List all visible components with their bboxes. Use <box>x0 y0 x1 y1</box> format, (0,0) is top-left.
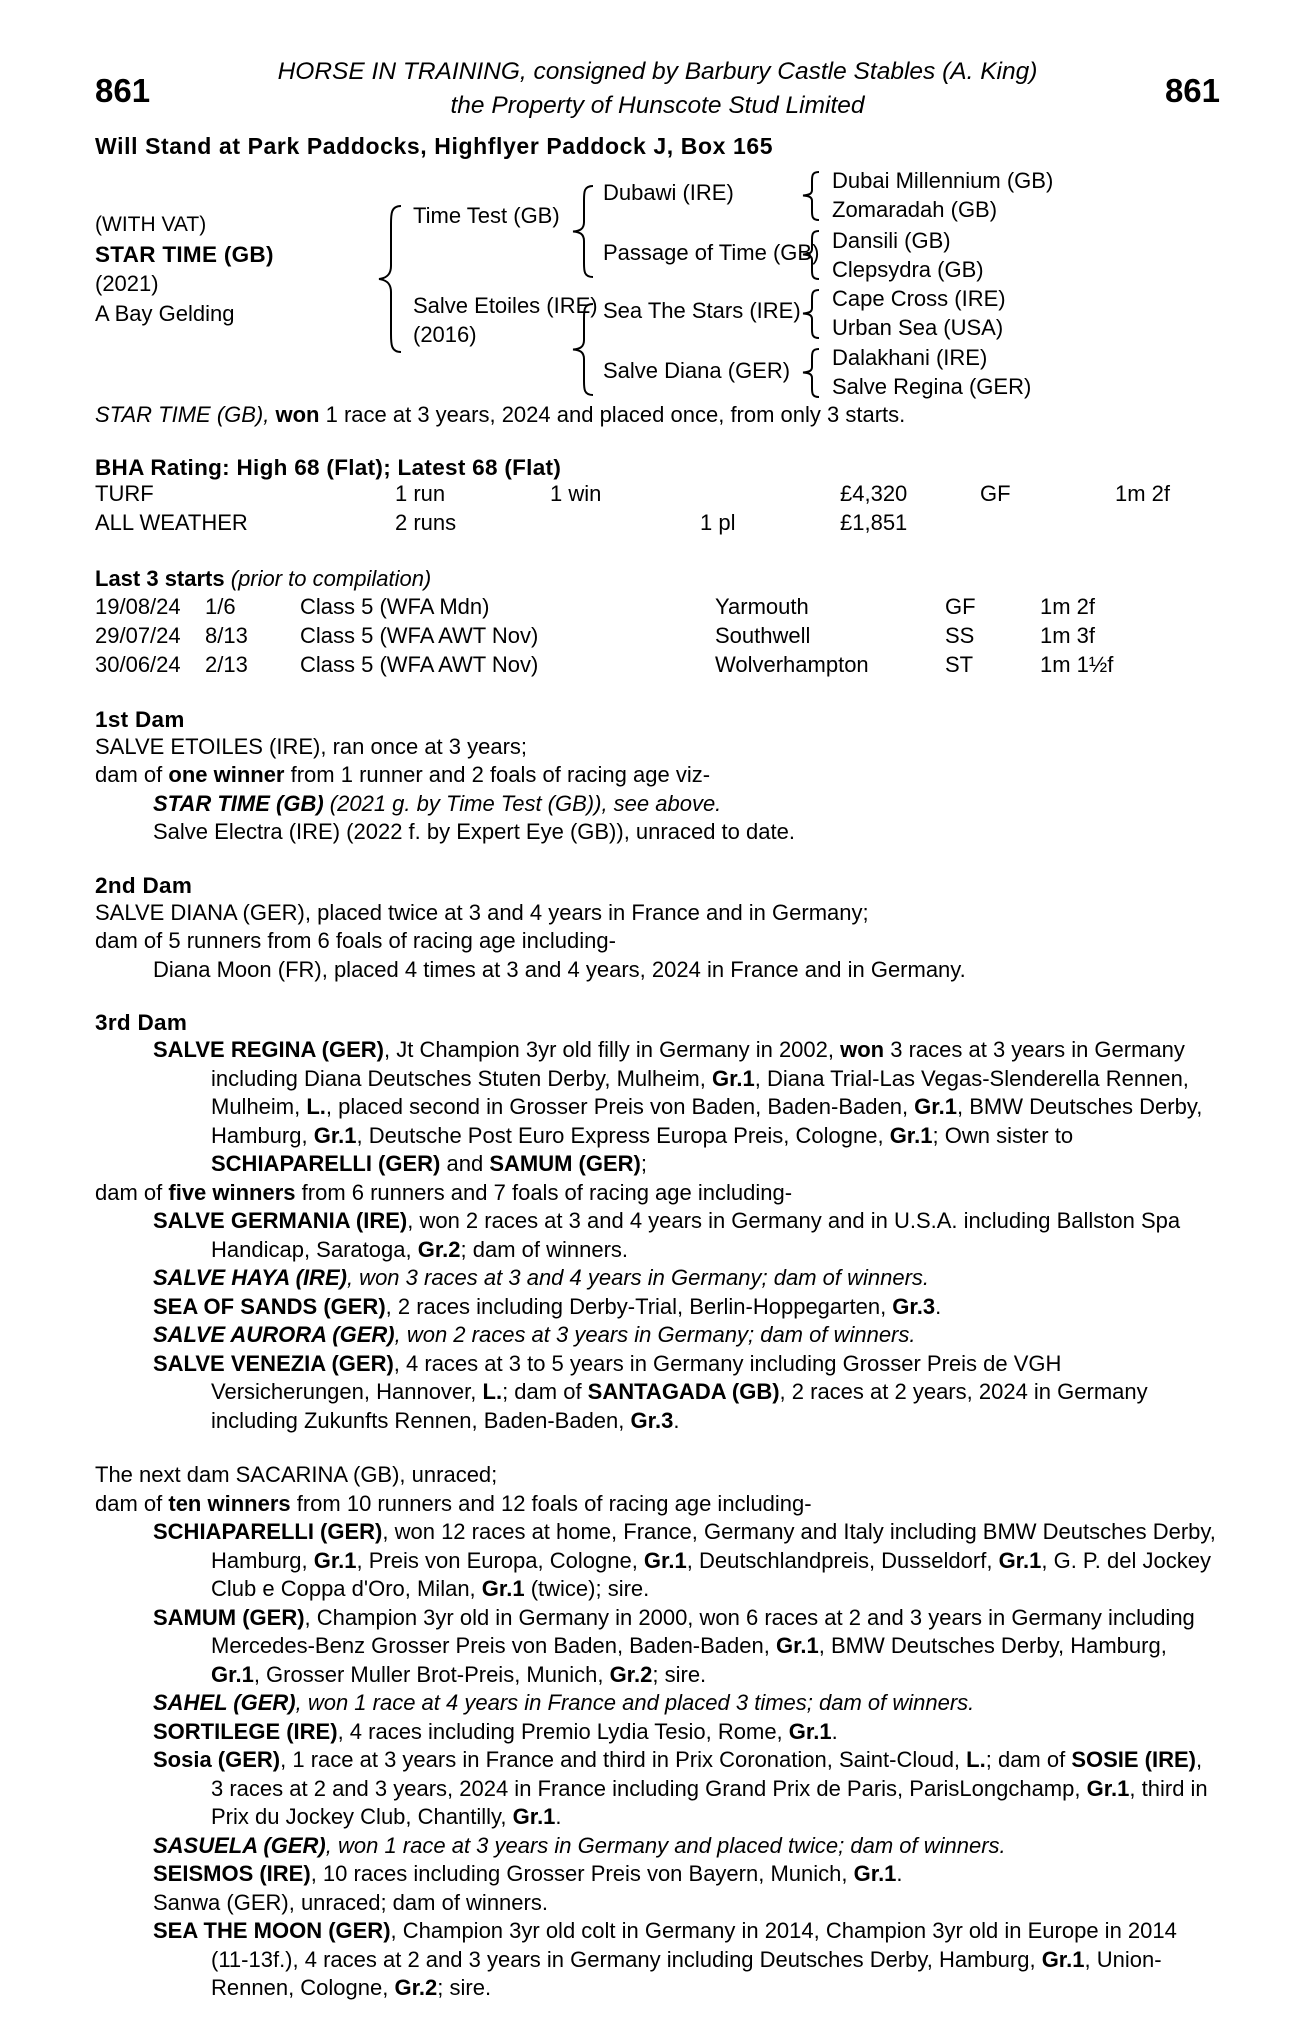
progeny-entry <box>95 1321 1220 1350</box>
next-dam-entry <box>95 1518 1220 1604</box>
bha-rating-heading: BHA Rating: High 68 (Flat); Latest 68 (Flat) <box>95 455 562 480</box>
start-race: Class 5 (WFA Mdn) <box>300 593 490 619</box>
table-row <box>95 652 1113 681</box>
progeny-text: , won 2 races at 3 years in Germany; dam of winners. <box>394 1322 916 1347</box>
rating-places: 1 pl <box>700 510 736 535</box>
subject-name-block <box>95 210 274 328</box>
third-dam-text4: , placed second in Grosser Preis von Baden, Baden-Baden, <box>325 1094 915 1119</box>
race-summary <box>95 401 1220 429</box>
last-starts-title: Last 3 starts <box>95 566 225 591</box>
third-dam-text3: , Diana Trial-Las Vegas-Slenderella Rennen, Mulheim, <box>211 1065 1189 1119</box>
rating-going <box>980 510 1115 539</box>
start-distance: 1m 2f <box>1040 593 1096 619</box>
next-dam-entry <box>95 1689 1220 1718</box>
pedigree-brace-main <box>377 204 403 354</box>
rating-distance: 1m 2f <box>1115 481 1171 506</box>
g3-entry: Zomaradah (GB) <box>832 197 998 222</box>
stand-location-line: Will Stand at Park Paddocks, Highflyer Paddock J, Box 165 <box>95 133 774 159</box>
g3-entry: Dalakhani (IRE) <box>832 345 988 370</box>
second-dam-line2: dam of 5 runners from 6 foals of racing age including- <box>95 928 616 953</box>
grade-label: Gr.1 <box>914 1094 957 1119</box>
grade-label: Gr.1 <box>1041 1946 1085 1972</box>
dam-name <box>413 291 598 349</box>
first-dam-line4: Salve Electra (IRE) (2022 f. by Expert Eye (GB)), unraced to date. <box>153 819 795 844</box>
grade-label: Gr.1 <box>481 1576 525 1601</box>
grade-label: Gr.1 <box>211 1661 254 1687</box>
next-dam-entry <box>95 1860 1220 1889</box>
third-dam-main <box>95 1036 1220 1179</box>
rating-stats-table <box>95 481 1170 539</box>
pedigree-brace-g3-1 <box>801 170 821 222</box>
with-vat-label: (WITH VAT) <box>95 213 207 236</box>
third-dam-text7: ; Own sister to <box>932 1122 1074 1148</box>
damof-pre: dam of <box>95 1179 169 1205</box>
grade-label: Gr.1 <box>853 1861 897 1886</box>
grade-label: Gr.1 <box>775 1633 819 1658</box>
next-dam-entry-text: , Preis von Europa, Cologne, <box>356 1547 644 1573</box>
next-dam-entry-name: SAMUM (GER) <box>153 1604 305 1630</box>
next-dam-entry-name: SAHEL (GER) <box>153 1690 296 1715</box>
third-dam-section <box>95 1010 1220 1435</box>
first-dam-damof-pre: dam of <box>95 762 169 787</box>
start-date: 19/08/24 <box>95 593 181 619</box>
second-dam-section <box>95 873 1220 985</box>
last-starts-note: (prior to compilation) <box>224 566 432 591</box>
progeny-tail: . <box>935 1293 942 1319</box>
next-dam-entry-name: Sosia (GER) <box>153 1747 281 1772</box>
start-position: 1/6 <box>205 593 236 619</box>
table-row <box>95 594 1113 623</box>
next-dam-entry-text: , won 1 race at 4 years in France and placed 3 times; dam of winners. <box>295 1690 975 1715</box>
subject-description: A Bay Gelding <box>95 300 235 326</box>
next-dam-entry-text: , 10 races including Grosser Preis von Bayern, Munich, <box>310 1861 854 1886</box>
next-dam-entry-text: . <box>555 1804 562 1829</box>
next-dam-entry-name: SCHIAPARELLI (GER) <box>153 1519 383 1544</box>
next-dam-entry-text: , BMW Deutsches Derby, Hamburg, <box>818 1633 1167 1658</box>
last-starts-table <box>95 594 1113 681</box>
subject-year: (2021) <box>95 271 159 296</box>
property-line: the Property of Hunscote Stud Limited <box>450 92 865 119</box>
progeny-tail: . <box>673 1407 680 1433</box>
start-going: GF <box>945 593 976 619</box>
start-date: 30/06/24 <box>95 651 181 677</box>
first-dam-damof-post: from 1 runner and 2 foals of racing age viz- <box>284 762 711 787</box>
second-dam-line1: SALVE DIANA (GER), placed twice at 3 and 4 years in France and in Germany; <box>95 899 869 925</box>
consignor-line: HORSE IN TRAINING, consigned by Barbury Castle Stables (A. King) <box>277 58 1038 85</box>
progeny-name: SALVE GERMANIA (IRE) <box>153 1208 408 1233</box>
progeny-entry <box>95 1293 1220 1322</box>
start-going: ST <box>945 651 974 677</box>
next-dam-entry-name: SASUELA (GER) <box>153 1832 326 1858</box>
sire-sire: Dubawi (IRE) <box>603 180 734 205</box>
next-dam-line1: The next dam SACARINA (GB), unraced; <box>95 1462 498 1487</box>
next-dam-damof-post: from 10 runners and 12 foals of racing age including- <box>290 1490 812 1516</box>
second-dam-heading: 2nd Dam <box>95 872 193 898</box>
sire-dam: Passage of Time (GB) <box>603 240 820 265</box>
next-dam-entry-name: SORTILEGE (IRE) <box>153 1718 338 1744</box>
pedigree-brace-g3-2 <box>801 229 821 281</box>
grade-label: L. <box>482 1379 503 1404</box>
next-dam-entry <box>95 1604 1220 1690</box>
grade-label: Gr.1 <box>998 1547 1042 1573</box>
third-dam-damof <box>95 1179 1220 1208</box>
progeny-name: SEA OF SANDS (GER) <box>153 1293 386 1319</box>
dam-sire: Sea The Stars (IRE) <box>603 298 801 323</box>
damof-post: from 6 runners and 7 foals of racing age including- <box>295 1179 793 1205</box>
next-dam-entry-text: . <box>896 1861 903 1886</box>
grade-label: Gr.3 <box>630 1407 674 1433</box>
progeny-text: , 2 races including Derby-Trial, Berlin-Hoppegarten, <box>385 1293 893 1319</box>
pedigree-brace-g3-4 <box>801 347 821 399</box>
grade-label: L. <box>306 1094 326 1119</box>
next-dam-entry-name: SEISMOS (IRE) <box>153 1861 311 1886</box>
next-dam-damof-bold: ten winners <box>168 1490 291 1516</box>
next-dam-entry-text: , 4 races including Premio Lydia Tesio, Rome, <box>337 1718 789 1744</box>
last-starts-section <box>95 565 1220 681</box>
progeny-entry <box>95 1264 1220 1293</box>
next-dam-entry <box>95 1832 1220 1861</box>
next-dam-section <box>95 1461 1220 2003</box>
g3-entry: Cape Cross (IRE) <box>832 286 1006 311</box>
bha-rating-section <box>95 455 1220 539</box>
start-distance: 1m 1½f <box>1040 651 1114 677</box>
g3-entry: Urban Sea (USA) <box>832 315 1004 340</box>
next-dam-entry-text: ; <box>985 1747 992 1772</box>
next-dam-damof-pre: dam of <box>95 1490 169 1516</box>
subject-name: STAR TIME (GB) <box>95 241 274 267</box>
first-dam-heading: 1st Dam <box>95 706 185 732</box>
g3-entry: Dansili (GB) <box>832 228 951 253</box>
rating-distance <box>1115 510 1170 539</box>
third-dam-name: SALVE REGINA (GER) <box>153 1037 385 1062</box>
first-dam-line2 <box>95 761 1220 790</box>
third-dam-text2: 3 races at 3 years in Germany including Diana Deutsches Stuten Derby, Mulheim, <box>211 1037 1185 1091</box>
progeny-text: , 4 races at 3 to 5 years in Germany including Grosser Preis de VGH Versicherungen, Hannover, <box>211 1350 1062 1404</box>
next-dam-entry-text: , 1 race at 3 years in France and third in Prix Coronation, Saint-Cloud, <box>280 1747 967 1772</box>
first-dam-damof-bold: one winner <box>168 762 285 787</box>
progeny-sub-name: SANTAGADA (GB) <box>587 1379 780 1404</box>
pedigree-brace-g3-3 <box>801 288 821 340</box>
progeny-name: SALVE AURORA (GER) <box>153 1322 395 1347</box>
grade-label: Gr.3 <box>892 1293 936 1319</box>
grade-label: L. <box>966 1747 986 1772</box>
pedigree-table <box>95 166 1220 399</box>
grade-label: Gr.1 <box>313 1547 357 1573</box>
next-dam-entry-text: , won 12 races at home, France, Germany and Italy including BMW Deutsches Derby, Hamburg, <box>211 1519 1216 1573</box>
grade-label: SOSIE (IRE) <box>1071 1747 1197 1772</box>
summary-won: won <box>275 402 320 427</box>
first-dam-line1: SALVE ETOILES (IRE), ran once at 3 years; <box>95 733 528 759</box>
next-dam-entry-text: , Grosser Muller Brot-Preis, Munich, <box>253 1661 610 1687</box>
grade-label: Gr.1 <box>313 1122 357 1148</box>
third-dam-text5: , BMW Deutsches Derby, Hamburg, <box>211 1094 1203 1148</box>
next-dam-entry-text: , G. P. del Jockey Club e Coppa d'Oro, Milan, <box>211 1547 1211 1601</box>
next-dam-entry-text: dam of <box>991 1747 1072 1772</box>
g3-entry: Clepsydra (GB) <box>832 257 984 282</box>
next-dam-entry <box>95 1718 1220 1747</box>
progeny-entry <box>95 1350 1220 1436</box>
next-dam-entry-text: , Deutschlandpreis, Dusseldorf, <box>686 1547 999 1573</box>
first-dam-line3 <box>95 790 1220 819</box>
first-dam-progeny-name: STAR TIME (GB) <box>153 790 324 816</box>
start-course: Southwell <box>715 622 811 648</box>
g3-entry: Dubai Millennium (GB) <box>832 168 1054 193</box>
last-starts-heading <box>95 565 1220 594</box>
third-dam-won: won <box>840 1037 885 1062</box>
progeny-name: SALVE VENEZIA (GER) <box>153 1350 394 1376</box>
dam-year: (2016) <box>413 322 477 347</box>
dam-dam: Salve Diana (GER) <box>603 358 791 383</box>
start-position: 8/13 <box>205 622 248 648</box>
rating-surface: ALL WEATHER <box>95 510 248 535</box>
second-dam-line3: Diana Moon (FR), placed 4 times at 3 and 4 years, 2024 in France and in Germany. <box>153 956 966 982</box>
next-dam-entry-name: Sanwa (GER) <box>153 1889 289 1915</box>
rating-runs: 1 run <box>395 481 446 506</box>
next-dam-entry-text: , won 1 race at 3 years in Germany and placed twice; dam of winners. <box>325 1832 1006 1858</box>
start-race: Class 5 (WFA AWT Nov) <box>300 622 539 648</box>
progeny-name: SALVE HAYA (IRE) <box>153 1265 347 1290</box>
rating-money: £1,851 <box>840 510 908 535</box>
third-dam-and: and <box>440 1151 490 1176</box>
table-row <box>95 481 1170 510</box>
grade-label: Gr.2 <box>417 1236 461 1262</box>
dam-name-text: Salve Etoiles (IRE) <box>413 293 598 318</box>
next-dam-entry-text: (twice); sire. <box>524 1576 650 1601</box>
third-dam-text6: , Deutsche Post Euro Express Europa Preis, Cologne, <box>356 1122 890 1148</box>
lot-number-right: 861 <box>1164 72 1220 109</box>
next-dam-entry <box>95 1889 1220 1918</box>
next-dam-entry-text: ; sire. <box>652 1661 707 1687</box>
table-row <box>95 623 1113 652</box>
next-dam-entry <box>95 1917 1220 2003</box>
pedigree-brace-dam <box>571 302 595 397</box>
third-dam-end: ; <box>640 1151 647 1176</box>
start-going: SS <box>945 622 975 648</box>
grade-label: Gr.1 <box>1086 1775 1130 1801</box>
next-dam-entry-text: . <box>831 1718 838 1744</box>
next-dam-entry-text: , Champion 3yr old colt in Germany in 2014, Champion 3yr old in Europe in 2014 (11-13f.), 4 races at 2 and 3 years in Germany including Deutsches Derby, Hamburg, <box>211 1918 1177 1972</box>
next-dam-entry-name: SEA THE MOON (GER) <box>153 1918 391 1943</box>
grade-label: Gr.2 <box>609 1661 653 1687</box>
rating-money: £4,320 <box>840 481 908 506</box>
next-dam-entry <box>95 1746 1220 1832</box>
sibling-name: SCHIAPARELLI (GER) <box>211 1151 441 1176</box>
third-dam-heading: 3rd Dam <box>95 1010 188 1035</box>
progeny-tail: ; dam of winners. <box>460 1236 629 1262</box>
progeny-entry <box>95 1207 1220 1264</box>
damof-bold: five winners <box>168 1179 296 1205</box>
grade-label: Gr.1 <box>788 1718 832 1744</box>
sibling-name: SAMUM (GER) <box>489 1151 641 1176</box>
first-dam-section <box>95 707 1220 847</box>
table-row <box>95 510 1170 539</box>
grade-label: Gr.1 <box>512 1804 556 1829</box>
next-dam-entry-list <box>95 1518 1220 2003</box>
progeny-text: , won 2 races at 3 and 4 years in Germany and in U.S.A. including Ballston Spa Handicap, Saratoga, <box>211 1208 1181 1262</box>
g3-entry: Salve Regina (GER) <box>832 374 1032 399</box>
rating-wins: 1 win <box>550 481 602 506</box>
grade-label: Gr.1 <box>643 1547 687 1573</box>
start-course: Yarmouth <box>715 593 809 619</box>
sire-name: Time Test (GB) <box>413 203 560 228</box>
rating-going: GF <box>980 481 1011 506</box>
grade-label: Gr.1 <box>889 1122 933 1148</box>
next-dam-entry-text: , third in Prix du Jockey Club, Chantilly, <box>211 1775 1208 1829</box>
first-dam-progeny-text: (2021 g. by Time Test (GB)), see above. <box>323 790 722 816</box>
next-dam-entry-text: , Champion 3yr old in Germany in 2000, won 6 races at 2 and 3 years in Germany including Mercedes-Benz Grosser Preis von Baden, Baden-Baden, <box>211 1604 1195 1658</box>
progeny-text3: , 2 races at 2 years, 2024 in Germany including Zukunfts Rennen, Baden-Baden, <box>211 1379 1148 1433</box>
pedigree-brace-sire <box>571 184 595 279</box>
next-dam-line2 <box>95 1490 1220 1519</box>
grade-label: Gr.1 <box>711 1065 755 1091</box>
progeny-text: , won 3 races at 3 and 4 years in Germany; dam of winners. <box>346 1265 930 1290</box>
next-dam-entry-text: , Union-Rennen, Cologne, <box>211 1946 1162 2000</box>
rating-places <box>700 481 840 510</box>
third-dam-text1: , Jt Champion 3yr old filly in Germany in 2002, <box>384 1037 841 1062</box>
next-dam-entry-text: , unraced; dam of winners. <box>288 1889 548 1915</box>
rating-surface: TURF <box>95 481 154 506</box>
grade-label: Gr.2 <box>394 1975 438 2000</box>
start-course: Wolverhampton <box>715 651 869 677</box>
start-race: Class 5 (WFA AWT Nov) <box>300 651 539 677</box>
rating-wins <box>550 510 700 539</box>
rating-runs: 2 runs <box>395 510 457 535</box>
start-distance: 1m 3f <box>1040 622 1096 648</box>
start-position: 2/13 <box>205 651 248 677</box>
summary-name: STAR TIME (GB), <box>95 402 270 427</box>
start-date: 29/07/24 <box>95 622 181 648</box>
next-dam-entry-text: ; sire. <box>437 1975 492 2000</box>
page-header <box>95 55 1220 123</box>
next-dam-entry-text: , 3 races at 2 and 3 years, 2024 in France including Grand Prix de Paris, ParisLongchamp, <box>211 1747 1203 1801</box>
progeny-text2: ; dam of <box>502 1379 588 1404</box>
summary-rest: 1 race at 3 years, 2024 and placed once, from only 3 starts. <box>319 402 906 427</box>
lot-number-left: 861 <box>95 72 151 109</box>
